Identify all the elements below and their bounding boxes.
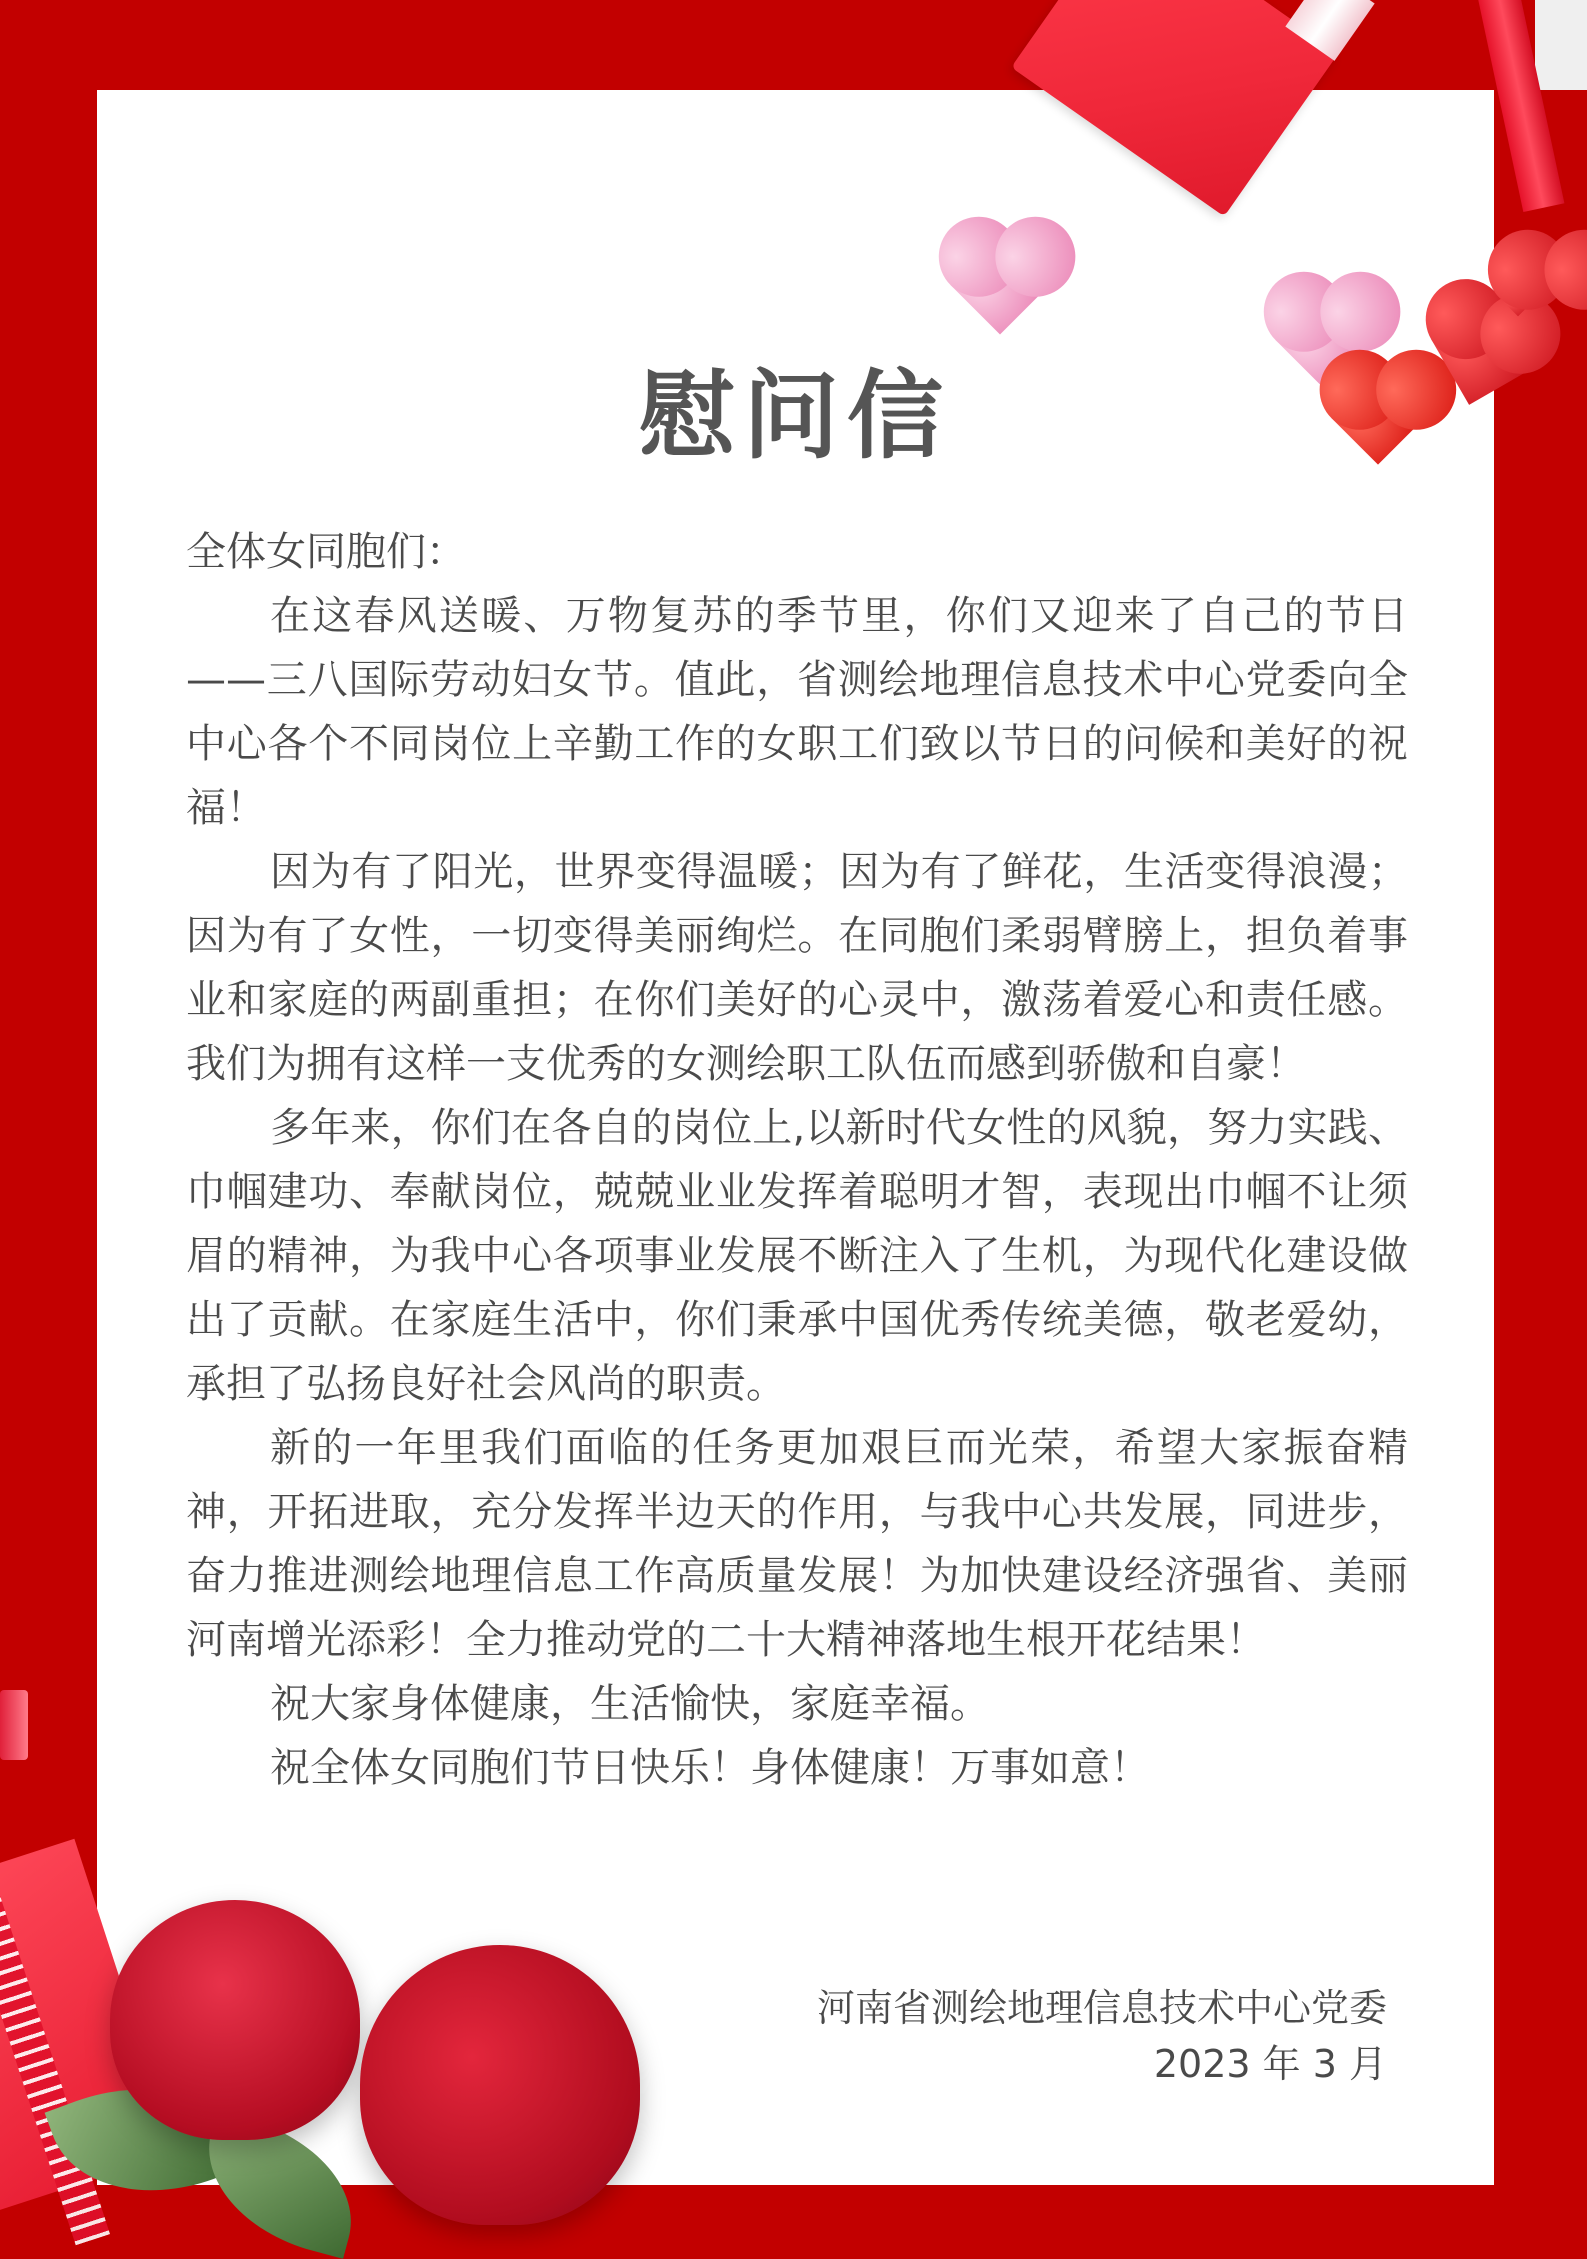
letter-body bbox=[186, 520, 1408, 1800]
ribbon-bow-image bbox=[0, 1690, 28, 1760]
signature-block bbox=[817, 1980, 1387, 2092]
signature-organization: 河南省测绘地理信息技术中心党委 bbox=[816, 1986, 1387, 2030]
letter-title: 慰问信 bbox=[639, 360, 951, 472]
paragraph-achievements: 多年来，你们在各自的岗位上,以新时代女性的风貌，努力实践、巾帼建功、奉献岗位，兢兢业业发挥着聪明才智，表现出巾帼不让须眉的精神，为我中心各项事业发展不断注入了生机，为现代化建设做出了贡献。在家庭生活中，你们秉承中国优秀传统美德，敬老爱幼，承担了弘扬良好社会风尚的职责。 bbox=[186, 1105, 1408, 1407]
salutation: 全体女同胞们： bbox=[186, 529, 466, 575]
rose-image bbox=[110, 1900, 360, 2140]
paragraph-greeting: 在这春风送暖、万物复苏的季节里，你们又迎来了自己的节日——三八国际劳动妇女节。值此，省测绘地理信息技术中心党委向全中心各个不同岗位上辛勤工作的女职工们致以节日的问候和美好的祝福！ bbox=[186, 593, 1408, 831]
paragraph-praise: 因为有了阳光，世界变得温暖；因为有了鲜花，生活变得浪漫；因为有了女性，一切变得美丽绚烂。在同胞们柔弱臂膀上，担负着事业和家庭的两副重担；在你们美好的心灵中，激荡着爱心和责任感。我们为拥有这样一支优秀的女测绘职工队伍而感到骄傲和自豪！ bbox=[186, 849, 1408, 1087]
paragraph-closing: 祝全体女同胞们节日快乐！身体健康！万事如意！ bbox=[270, 1745, 1150, 1791]
corner-background bbox=[1535, 0, 1587, 90]
rose-image bbox=[360, 1945, 640, 2225]
paragraph-wishes: 祝大家身体健康，生活愉快，家庭幸福。 bbox=[270, 1681, 990, 1727]
signature-date: 2023 年 3 月 bbox=[1153, 2042, 1387, 2086]
paragraph-hopes: 新的一年里我们面临的任务更加艰巨而光荣，希望大家振奋精神，开拓进取，充分发挥半边天的作用，与我中心共发展，同进步，奋力推进测绘地理信息工作高质量发展！为加快建设经济强省、美丽河南增光添彩！全力推动党的二十大精神落地生根开花结果！ bbox=[186, 1425, 1408, 1663]
